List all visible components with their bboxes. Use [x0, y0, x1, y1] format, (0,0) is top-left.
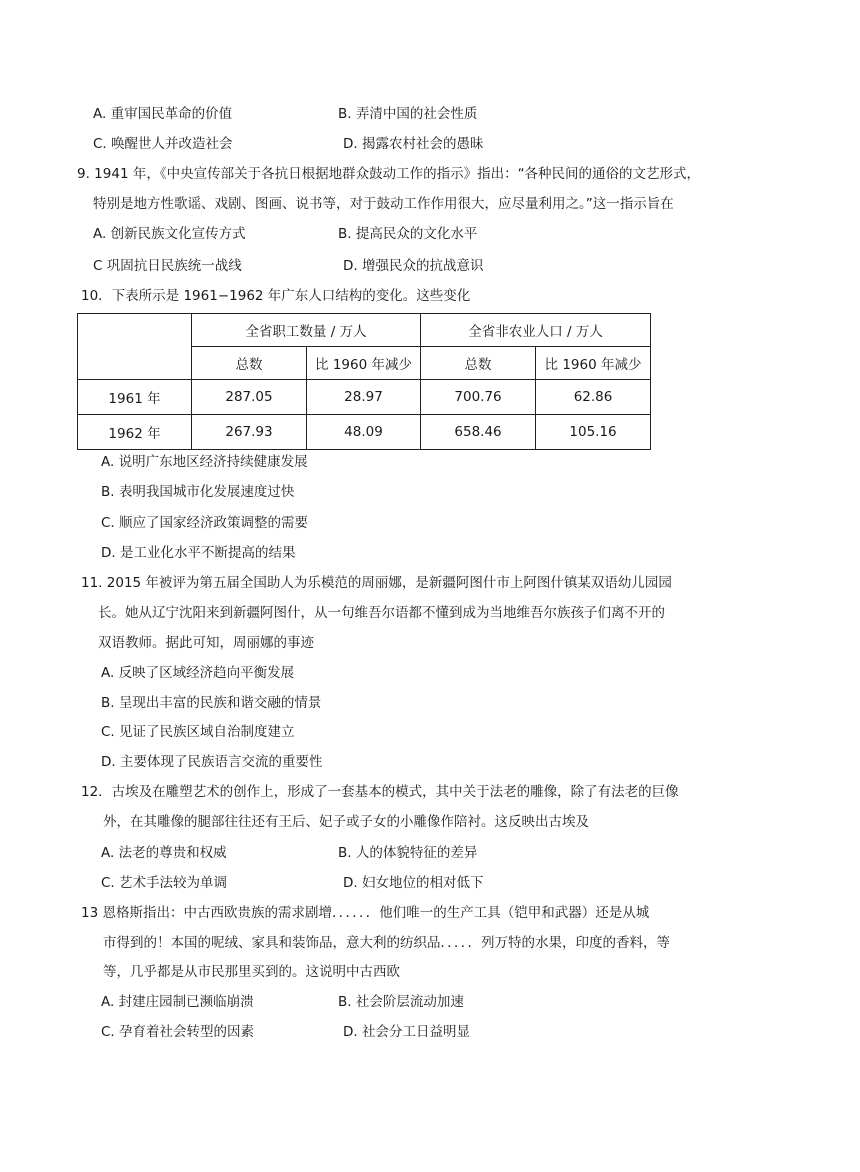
q9-option-a: A. 创新民族文化宣传方式 — [93, 226, 246, 242]
q13-option-d: D. 社会分工日益明显 — [343, 1024, 470, 1040]
q13-stem-line-1: 13 恩格斯指出：中古西欧贵族的需求剧增．．．．．．他们唯一的生产工具（铠甲和武器）还是从城 — [81, 905, 650, 921]
q8-option-c: C. 唤醒世人并改造社会 — [93, 136, 233, 152]
subheader-nonfarm-decrease: 比 1960 年减少 — [536, 347, 651, 380]
q11-stem-line-3: 双语教师。据此可知，周丽娜的事迹 — [98, 635, 314, 651]
q9-stem-line-1: 9. 1941 年，《中央宣传部关于各抗日根据地群众鼓动工作的指示》指出：“各种民间的通俗的文艺形式， — [77, 166, 701, 182]
q11-option-a: A. 反映了区域经济趋向平衡发展 — [101, 665, 295, 681]
q11-option-d: D. 主要体现了民族语言交流的重要性 — [101, 754, 323, 770]
row-year: 1961 年 — [78, 380, 192, 415]
q13-option-a: A. 封建庄园制已濒临崩溃 — [101, 994, 254, 1010]
q12-stem-line-2: 外，在其雕像的腿部往往还有王后、妃子或子女的小雕像作陪衬。这反映出古埃及 — [103, 814, 589, 830]
q9-option-b: B. 提高民众的文化水平 — [338, 226, 478, 242]
subheader-nonfarm-total: 总数 — [421, 347, 536, 380]
cell-staff-total: 287.05 — [192, 380, 307, 415]
q10-option-b: B. 表明我国城市化发展速度过快 — [101, 484, 295, 500]
q8-option-a: A. 重审国民革命的价值 — [93, 106, 233, 122]
q11-stem-line-1: 11. 2015 年被评为第五届全国助人为乐模范的周丽娜，是新疆阿图什市上阿图什镇某双语幼儿园园 — [81, 575, 672, 591]
q13-stem-line-3: 等，几乎都是从市民那里买到的。这说明中古西欧 — [103, 964, 400, 980]
header-nonfarm-population: 全省非农业人口 / 万人 — [421, 314, 651, 347]
q12-option-a: A. 法老的尊贵和权威 — [101, 845, 227, 861]
cell-nonfarm-decrease: 105.16 — [536, 415, 651, 450]
q13-option-c: C. 孕育着社会转型的因素 — [101, 1024, 255, 1040]
q12-option-c: C. 艺术手法较为单调 — [101, 875, 228, 891]
table-row — [78, 380, 651, 415]
q10-option-d: D. 是工业化水平不断提高的结果 — [101, 545, 296, 561]
q13-stem-line-2: 市得到的！本国的呢绒、家具和装饰品，意大利的纺织品．．．．．列万特的水果，印度的香料，等 — [103, 935, 670, 951]
q12-option-b: B. 人的体貌特征的差异 — [338, 845, 478, 861]
table-corner-cell — [78, 314, 192, 380]
header-staff-count: 全省职工数量 / 万人 — [192, 314, 421, 347]
q9-option-c: C 巩固抗日民族统一战线 — [93, 258, 242, 274]
cell-nonfarm-total: 700.76 — [421, 380, 536, 415]
row-year: 1962 年 — [78, 415, 192, 450]
cell-nonfarm-total: 658.46 — [421, 415, 536, 450]
cell-staff-decrease: 28.97 — [307, 380, 421, 415]
q13-option-b: B. 社会阶层流动加速 — [338, 994, 464, 1010]
subheader-staff-decrease: 比 1960 年减少 — [307, 347, 421, 380]
cell-staff-total: 267.93 — [192, 415, 307, 450]
q8-option-b: B. 弄清中国的社会性质 — [338, 106, 478, 122]
q12-option-d: D. 妇女地位的相对低下 — [343, 875, 484, 891]
q8-option-d: D. 揭露农村社会的愚昧 — [343, 136, 484, 152]
q10-option-c: C. 顺应了国家经济政策调整的需要 — [101, 515, 309, 531]
q9-stem-line-2: 特别是地方性歌谣、戏剧、图画、说书等，对于鼓动工作作用很大，应尽量利用之。”这一指示旨在 — [93, 196, 674, 212]
q11-stem-line-2: 长。她从辽宁沈阳来到新疆阿图什，从一句维吾尔语都不懂到成为当地维吾尔族孩子们离不开的 — [98, 605, 665, 621]
q10-option-a: A. 说明广东地区经济持续健康发展 — [101, 454, 308, 470]
cell-staff-decrease: 48.09 — [307, 415, 421, 450]
q11-option-b: B. 呈现出丰富的民族和谐交融的情景 — [101, 695, 322, 711]
q10-stem: 10．下表所示是 1961−1962 年广东人口结构的变化。这些变化 — [81, 288, 471, 304]
q9-option-d: D. 增强民众的抗战意识 — [343, 258, 484, 274]
cell-nonfarm-decrease: 62.86 — [536, 380, 651, 415]
table-row — [78, 415, 651, 450]
subheader-staff-total: 总数 — [192, 347, 307, 380]
population-table — [77, 313, 651, 450]
q12-stem-line-1: 12．古埃及在雕塑艺术的创作上，形成了一套基本的模式，其中关于法老的雕像，除了有法老的巨像 — [81, 784, 679, 800]
q11-option-c: C. 见证了民族区域自治制度建立 — [101, 724, 295, 740]
